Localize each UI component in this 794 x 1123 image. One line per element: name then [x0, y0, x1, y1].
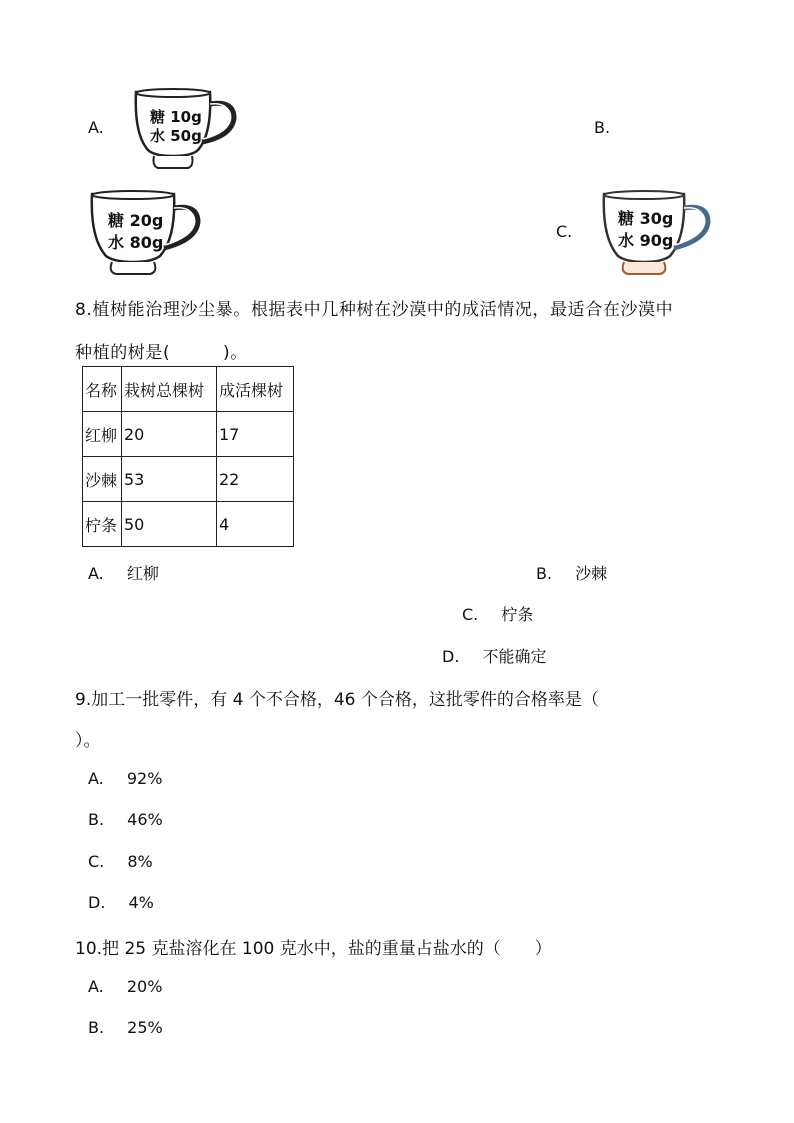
option-letter: B. [536, 564, 553, 583]
q8-option-a[interactable] [88, 561, 159, 584]
q7-cup-b-water: 水 80g [108, 233, 164, 252]
option-text: 20% [126, 977, 163, 996]
table-header-row [83, 367, 294, 412]
q7-cup-c-sugar: 糖 30g [618, 209, 674, 228]
q9-question-line2: ）。 [75, 731, 101, 751]
q8-option-c[interactable] [462, 602, 533, 625]
q7-cup-b-sugar: 糖 20g [108, 211, 164, 230]
table-header-cell: 栽树总棵树 [122, 367, 217, 412]
option-letter: C. [88, 852, 105, 871]
table-cell: 17 [217, 412, 294, 457]
table-row [83, 502, 294, 547]
table-cell: 20 [122, 412, 217, 457]
q9-option-c[interactable] [88, 852, 153, 871]
option-text: 柠条 [501, 605, 534, 624]
q7-cup-c-image [598, 188, 714, 278]
q8-option-b[interactable] [536, 561, 607, 584]
option-text: 红柳 [126, 564, 159, 583]
q8-question-line1: 8.植树能治理沙尘暴。根据表中几种树在沙漠中的成活情况，最适合在沙漠中 [75, 300, 674, 320]
option-letter: A. [88, 769, 104, 788]
q9-option-b[interactable] [88, 810, 163, 829]
q7-option-c-letter[interactable]: C. [556, 222, 573, 241]
q10-question-line1: 10.把 25 克盐溶化在 100 克水中，盐的重量占盐水的（ ） [75, 939, 552, 959]
option-text: 8% [127, 852, 153, 871]
table-row [83, 457, 294, 502]
q10-option-b[interactable] [88, 1018, 163, 1037]
q7-cup-c-water: 水 90g [618, 231, 674, 250]
option-letter: A. [88, 564, 104, 583]
table-cell: 22 [217, 457, 294, 502]
q10-option-a[interactable] [88, 977, 162, 996]
option-text: 4% [128, 893, 154, 912]
q7-cup-a-sugar: 糖 10g [150, 108, 202, 126]
table-cell: 50 [122, 502, 217, 547]
table-header-cell: 成活棵树 [217, 367, 294, 412]
option-text: 不能确定 [482, 647, 547, 666]
option-text: 25% [127, 1018, 163, 1037]
q9-option-d[interactable] [88, 893, 154, 912]
option-letter: B. [88, 1018, 105, 1037]
option-letter: B. [88, 810, 105, 829]
table-cell: 沙棘 [83, 457, 122, 502]
q8-tree-table [82, 366, 294, 547]
table-cell: 红柳 [83, 412, 122, 457]
q8-question-line2: 种植的树是( )。 [75, 343, 248, 363]
option-letter: C. [462, 605, 479, 624]
option-text: 92% [126, 769, 163, 788]
option-letter: D. [442, 647, 460, 666]
table-cell: 4 [217, 502, 294, 547]
option-letter: A. [88, 977, 104, 996]
q7-cup-a-image [128, 86, 240, 172]
q7-cup-b-image [86, 188, 204, 278]
option-letter: D. [88, 893, 106, 912]
table-cell: 53 [122, 457, 217, 502]
q9-option-a[interactable] [88, 769, 162, 788]
q7-option-b-letter[interactable]: B. [594, 118, 611, 137]
q9-question-line1: 9.加工一批零件，有 4 个不合格，46 个合格，这批零件的合格率是（ [75, 690, 599, 710]
option-text: 46% [127, 810, 163, 829]
q7-cup-a-water: 水 50g [150, 127, 202, 145]
table-header-cell: 名称 [83, 367, 122, 412]
table-cell: 柠条 [83, 502, 122, 547]
table-row [83, 412, 294, 457]
q7-option-a-letter[interactable]: A. [88, 118, 104, 137]
option-text: 沙棘 [575, 564, 608, 583]
q8-option-d[interactable] [442, 644, 547, 667]
